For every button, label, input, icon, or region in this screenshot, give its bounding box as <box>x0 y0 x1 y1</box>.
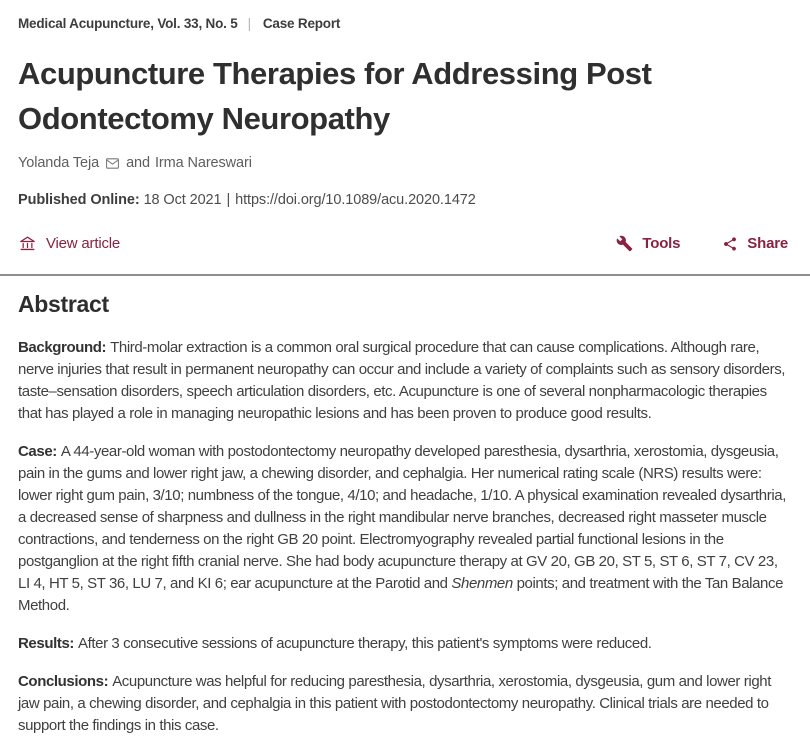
section-divider <box>0 274 810 276</box>
case-label: Case: <box>18 443 57 460</box>
institution-icon <box>18 234 37 253</box>
case-text-end: points; and treatment with the Tan Balance Method. <box>18 575 784 614</box>
published-date: 18 Oct 2021 <box>143 192 222 208</box>
background-label: Background: <box>18 339 107 356</box>
conclusions-text: Acupuncture was helpful for reducing paresthesia, dysarthria, xerostomia, dysgeusia, gum and lower right jaw pain, a chewing disorder, and cephalgia in this patient with postodontectomy neuropathy. Clinical trials are needed to support the findings in this case. <box>18 673 771 734</box>
article-toolbar <box>18 234 792 253</box>
share-icon <box>722 236 738 252</box>
case-text-start: A 44-year-old woman with postodontectomy neuropathy developed paresthesia, dysarthria, xerostomia, dysgeusia, pain in the gums and lower right jaw, a chewing disorder, and cephalgia. Her numerical rating scale (NRS) results were: lower right gum pain, 3/10; numbness of the tongue, 4/10; and headache, 1/10. A physical examination revealed dysarthria, a decreased sense of sharpness and dullness in the right mandibular nerve branches, decreased right masseter muscle contractions, and tenderness on the right GB 20 point. Electromyography revealed partial functional lesions in the postganglion at the right fifth cranial nerve. She had body acupuncture therapy at GV 20, GB 20, ST 5, ST 6, ST 7, CV 23, LI 4, HT 5, ST 36, LU 7, and KI 6; ear acupuncture at the Parotid and <box>18 443 786 592</box>
breadcrumb <box>18 16 792 31</box>
page-title: Acupuncture Therapies for Addressing Post Odontectomy Neuropathy <box>18 56 652 136</box>
conclusions-label: Conclusions: <box>18 673 109 690</box>
abstract-results-paragraph <box>18 633 792 655</box>
doi-link[interactable]: https://doi.org/10.1089/acu.2020.1472 <box>235 192 476 208</box>
journal-citation-link[interactable]: Medical Acupuncture, Vol. 33, No. 5 <box>18 16 238 31</box>
tools-label: Tools <box>642 235 681 252</box>
breadcrumb-separator: | <box>247 16 251 31</box>
published-label: Published Online: <box>18 192 140 208</box>
share-button[interactable] <box>722 235 788 252</box>
share-label: Share <box>747 235 788 252</box>
view-article-label: View article <box>46 235 121 252</box>
abstract-background-paragraph <box>18 337 792 425</box>
results-label: Results: <box>18 635 74 652</box>
toolbar-right-group <box>616 235 792 252</box>
article-type-label: Case Report <box>262 16 341 31</box>
view-article-button[interactable] <box>18 234 120 253</box>
author-name-1[interactable]: Yolanda Teja <box>18 155 100 171</box>
case-italic-term: Shenmen <box>451 575 513 592</box>
abstract-conclusions-paragraph <box>18 671 792 737</box>
background-text: Third-molar extraction is a common oral surgical procedure that can cause complications. Although rare, nerve injuries that result in permanent neuropathy can occur and include a variety of complaints such as sensory disorders, taste–sensation disorders, speech articulation disorders, etc. Acupuncture is one of several nonpharmacologic therapies that has played a role in managing neuropathic lesions and has been proven to produce good results. <box>18 339 786 422</box>
author-name-2[interactable]: Irma Nareswari <box>154 155 252 171</box>
tools-button[interactable] <box>616 235 680 252</box>
results-text: After 3 consecutive sessions of acupuncture therapy, this patient's symptoms were reduced. <box>77 635 652 652</box>
author-line <box>18 155 792 171</box>
author-conjunction: and <box>126 155 150 171</box>
wrench-icon <box>616 235 633 252</box>
published-separator: | <box>226 192 231 208</box>
envelope-icon[interactable] <box>104 156 121 171</box>
abstract-heading: Abstract <box>18 291 109 317</box>
published-line <box>18 192 792 208</box>
abstract-case-paragraph <box>18 441 792 617</box>
